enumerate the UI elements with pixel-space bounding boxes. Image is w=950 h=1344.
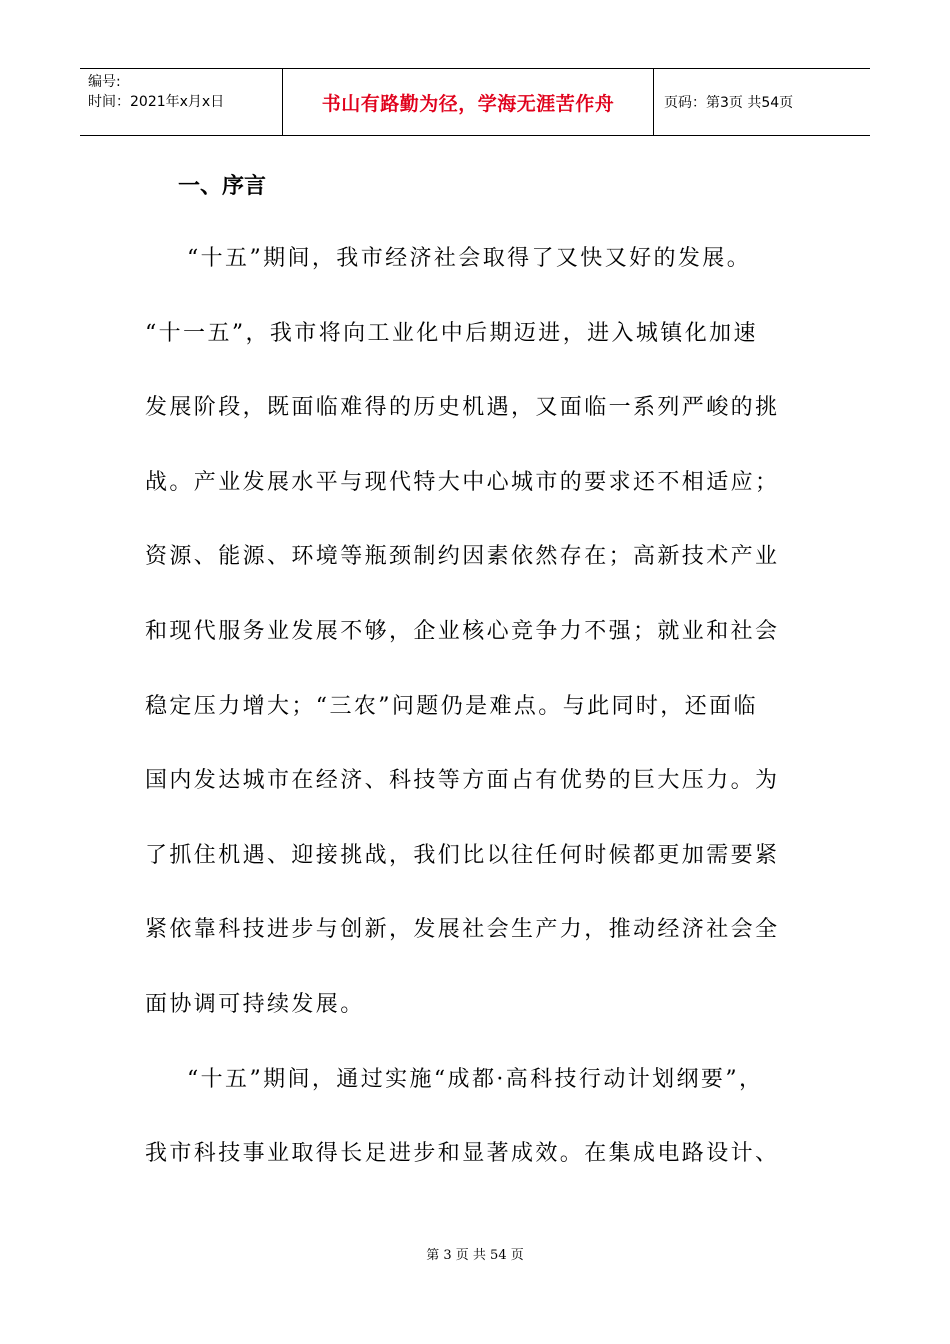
document-header [80,68,870,136]
text-line: 了抓住机遇、迎接挑战，我们比以往任何时候都更加需要紧 [145,842,780,868]
page-footer: 第 3 页 共 54 页 [426,1248,524,1263]
text-line: 我市科技事业取得长足进步和显著成效。在集成电路设计、 [145,1141,780,1167]
text-line: 面协调可持续发展。 [145,991,365,1017]
body-text [145,222,825,1192]
page-info-text: 页码：第3页 共54页 [664,95,794,111]
text-line: 紧依靠科技进步与创新，发展社会生产力，推动经济社会全 [145,917,780,943]
header-meta [80,69,282,135]
text-line: “十一五”，我市将向工业化中后期迈进，进入城镇化加速 [145,320,758,346]
text-line: “十五”期间，通过实施“成都·高科技行动计划纲要”， [187,1066,764,1092]
text-line: 战。产业发展水平与现代特大中心城市的要求还不相适应； [145,469,780,495]
text-line: 发展阶段，既面临难得的历史机遇，又面临一系列严峻的挑 [145,395,780,421]
date-label: 时间：2021年x月x日 [88,94,225,110]
text-line: “十五”期间，我市经济社会取得了又快又好的发展。 [187,246,752,271]
motto-text: 书山有路勤为径，学海无涯苦作舟 [321,92,615,115]
text-line: 国内发达城市在经济、科技等方面占有优势的巨大压力。为 [145,768,780,794]
header-motto-cell [282,69,654,135]
text-line: 稳定压力增大；“三农”问题仍是难点。与此同时，还面临 [145,693,758,719]
text-line: 和现代服务业发展不够，企业核心竞争力不强；就业和社会 [145,618,780,644]
header-page-info [654,69,870,135]
section-title: 一、序言 [178,174,267,199]
text-line: 资源、能源、环境等瓶颈制约因素依然存在；高新技术产业 [145,544,780,570]
serial-number-label: 编号: [88,74,121,90]
